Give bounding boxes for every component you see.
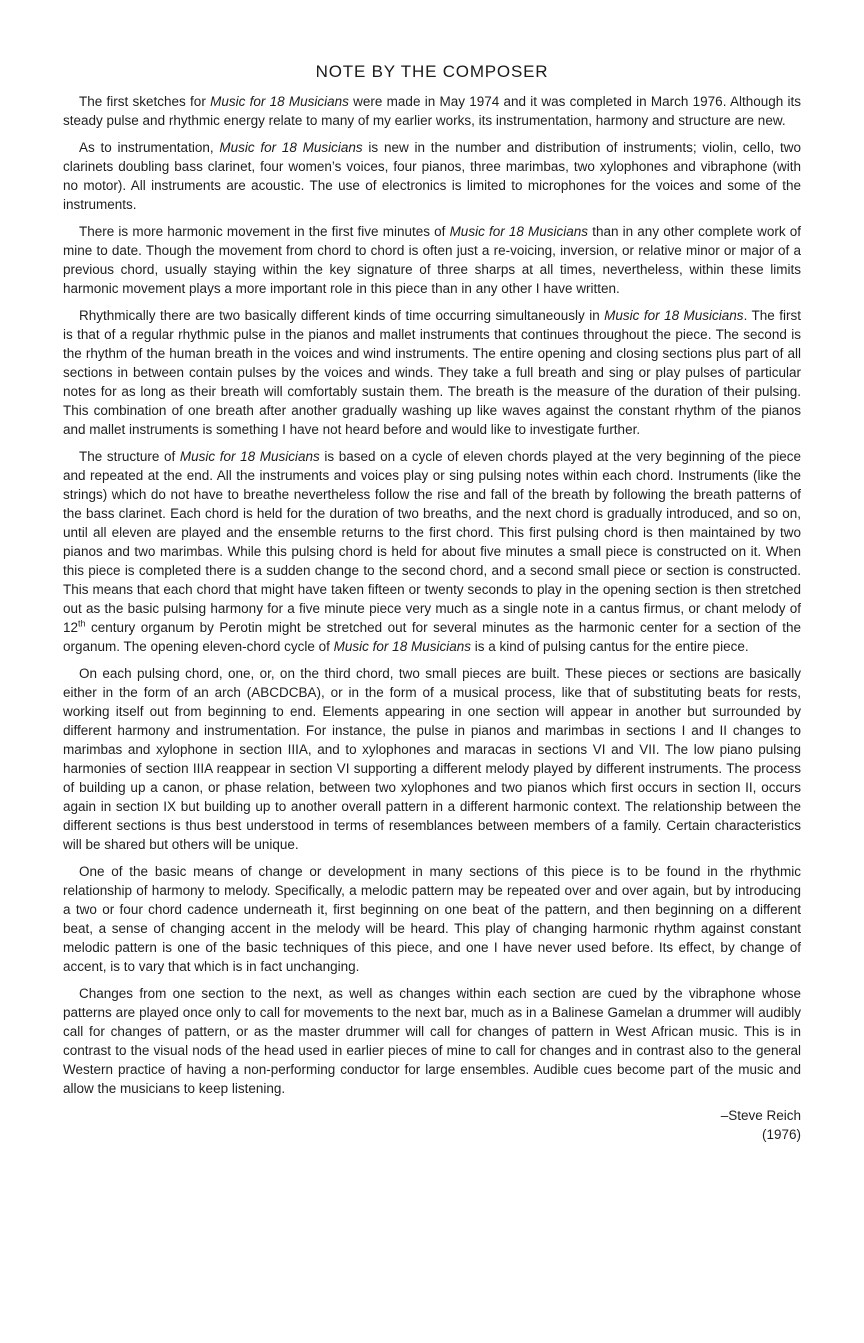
paragraph-rhythm-and-breath: Rhythmically there are two basically different kinds of time occurring simultaneously in Music for 18 Musicians. The first is that of a regular rhythmic pulse in the pianos and mallet instruments that continues throughout the piece. The second is the rhythm of the human breath in the voices and wind instruments. The entire opening and closing sections plus part of all sections in between contain pulses by the voices and winds. They take a full breath and sing or play pulses of particular notes for as long as their breath will comfortably sustain them. The breath is the measure of the duration of their pulsing. This combination of one breath after another gradually washing up like waves against the constant rhythm of the pianos and mallet instruments is something I have not heard before and would like to investigate further. — [63, 308, 801, 437]
paragraph-instrumentation: As to instrumentation, Music for 18 Musicians is new in the number and distribution of instruments; violin, cello, two clarinets doubling bass clarinet, four women’s voices, four pianos, three marimbas, two xylophones and vibraphone (with no motor). All instruments are acoustic. The use of electronics is limited to microphones for the voices and some of the instruments. — [63, 140, 801, 212]
paragraph-sketches: The first sketches for Music for 18 Musicians were made in May 1974 and it was completed in March 1976. Although its steady pulse and rhythmic energy relate to many of my earlier works, its instrumentation, harmony and structure are new. — [63, 94, 802, 128]
signature-year: (1976) — [761, 1127, 801, 1142]
paragraph-structure-chord-cycle: The structure of Music for 18 Musicians is based on a cycle of eleven chords played at the very beginning of the piece and repeated at the end. All the instruments and voices play or sing pulsing notes within each chord. Instruments (like the strings) which do not have to breathe nevertheless follow the rise and fall of the breath by following the breath patterns of the bass clarinet. Each chord is held for the duration of two breaths, and the next chord is gradually introduced, and so on, until all eleven are played and the ensemble returns to the first chord. This first pulsing chord is then maintained by two pianos and two marimbas. While this pulsing chord is held for about five minutes a small piece is constructed on it. When this piece is completed there is a sudden change to the second chord, and a second small piece or section is constructed. This means that each chord that might have taken fifteen or twenty seconds to play in the opening section is then stretched out as the basic pulsing harmony for a five minute piece very much as a single note in a cantus firmus, or chant melody of 12th century organum by Perotin might be stretched out for several minutes as the harmonic center for a section of the organum. The opening eleven-chord cycle of Music for 18 Musicians is a kind of pulsing cantus for the entire piece. — [63, 449, 802, 654]
signature-name: –Steve Reich — [720, 1108, 801, 1123]
document-content — [63, 62, 801, 1144]
paragraph-sections-form: On each pulsing chord, one, or, on the third chord, two small pieces are built. These pieces or sections are basically either in the form of an arch (ABCDCBA), or in the form of a musical process, like that of substituting beats for rests, working itself out from beginning to end. Elements appearing in one section will appear in another but surrounded by different harmony and instrumentation. For instance, the pulse in pianos and marimbas in sections I and II changes to marimbas and xylophone in section IIIA, and to xylophones and maracas in sections VI and VII. The low piano pulsing harmonies of section IIIA reappear in section VI supporting a different melody played by different instruments. The process of building up a canon, or phase relation, between two xylophones and two pianos which first occurs in section II, occurs again in section IX but building up to another overall pattern in a different harmonic context. The relationship between the different sections is thus best understood in terms of resemblances between members of a family. Certain characteristics will be shared but others will be unique. — [63, 666, 801, 852]
paragraph-harmonic-movement: There is more harmonic movement in the first five minutes of Music for 18 Musicians than in any other complete work of mine to date. Though the movement from chord to chord is often just a re-voicing, inversion, or relative minor or major of a previous chord, usually staying within the key signature of three sharps at all times, nevertheless, within these limits harmonic movement plays a more important role in this piece than in any other I have written. — [63, 224, 801, 296]
page-title: NOTE BY THE COMPOSER — [315, 62, 549, 81]
signature-block — [63, 1106, 801, 1144]
paragraph-harmony-to-melody: One of the basic means of change or development in many sections of this piece is to be found in the rhythmic relationship of harmony to melody. Specifically, a melodic pattern may be repeated over and over again, but by introducing a two or four chord cadence underneath it, first beginning on one beat of the pattern, and then beginning on a different beat, a sense of changing accent in the melody will be heard. This play of changing harmonic rhythm against constant melodic pattern is one of the basic techniques of this piece, and one I have never used before. Its effect, by change of accent, is to vary that which is in fact unchanging. — [63, 864, 801, 974]
paragraph-vibraphone-cues: Changes from one section to the next, as well as changes within each section are cued by the vibraphone whose patterns are played once only to call for movements to the next bar, much as in a Balinese Gamelan a drummer will audibly call for changes of pattern, or as the master drummer will call for changes of pattern in West African music. This is in contrast to the visual nods of the head used in earlier pieces of mine to call for changes and in contrast also to the general Western practice of having a non-performing conductor for large ensembles. Audible cues become part of the music and allow the musicians to keep listening. — [63, 986, 801, 1096]
